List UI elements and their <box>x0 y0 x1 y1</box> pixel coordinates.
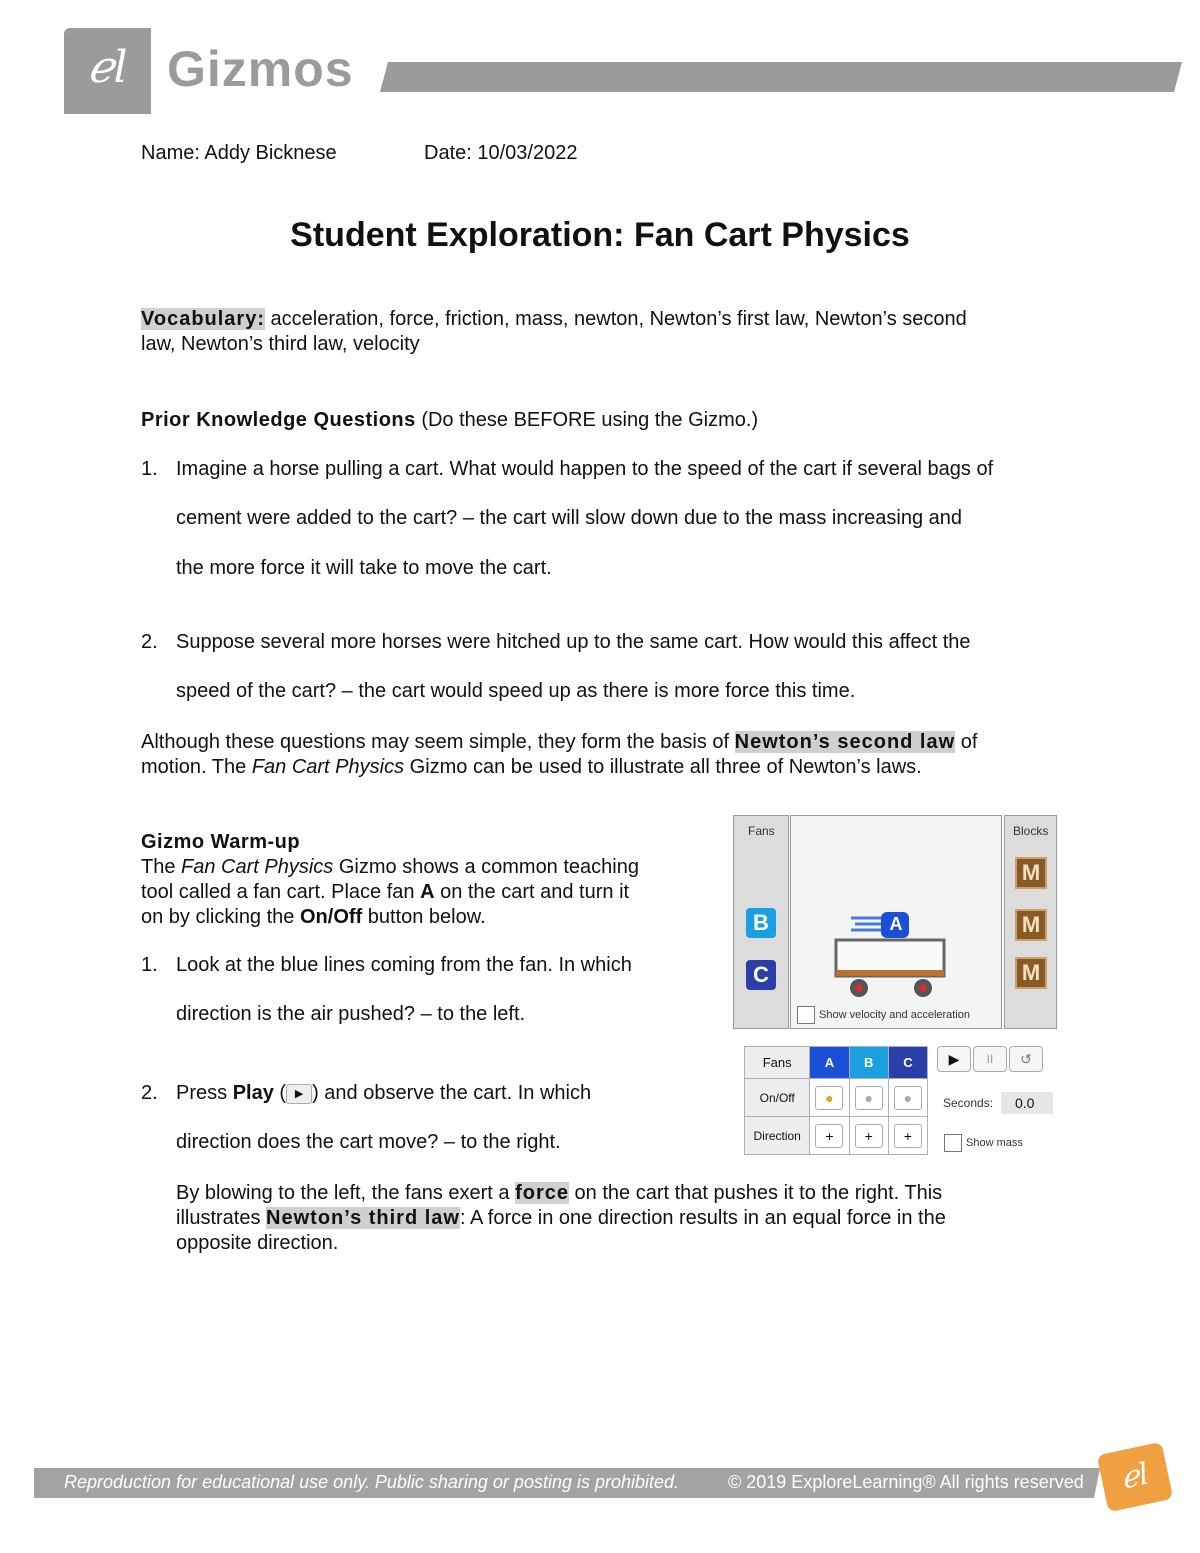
warmup-conclusion: By blowing to the left, the fans exert a force on the cart that pushes it to the right. This illustrates Newton’s third law: A force in one direction results in an equal force in the opposite direction. <box>176 1182 946 1254</box>
fan-b-direction[interactable]: + <box>849 1117 888 1155</box>
header-bar <box>380 62 1182 92</box>
term-force: force <box>515 1182 569 1204</box>
brand-title: Gizmos <box>167 41 354 97</box>
vocabulary-label: Vocabulary: <box>141 308 265 330</box>
prior-q1-line: Imagine a horse pulling a cart. What would happen to the speed of the cart if several bags of <box>176 458 994 480</box>
fan-controls-table <box>744 1046 928 1155</box>
warmup-intro: Gizmo Warm-up The Fan Cart Physics Gizmo shows a common teaching tool called a fan cart. Place fan A on the cart and turn it on by clicking the On/Off button below. <box>141 831 639 928</box>
show-velocity-checkbox[interactable] <box>797 1006 815 1024</box>
prior-heading: Prior Knowledge Questions (Do these BEFORE using the Gizmo.) <box>141 409 759 431</box>
fan-b-button[interactable]: B <box>746 908 776 938</box>
fans-panel: Fans B C <box>733 815 789 1029</box>
cart-fan-a-label: A <box>889 914 903 934</box>
fan-c-header: C <box>888 1047 927 1079</box>
fan-a-direction[interactable]: + <box>810 1117 849 1155</box>
prior-q1-line: cement were added to the cart? – the cart will slow down due to the mass increasing and <box>176 507 962 529</box>
footer-disclaimer: Reproduction for educational use only. Public sharing or posting is prohibited. <box>64 1472 680 1492</box>
fan-c-button[interactable]: C <box>746 960 776 990</box>
student-name: Name: Addy Bicknese <box>141 142 337 164</box>
show-mass-label: Show mass <box>966 1137 1023 1149</box>
mass-block[interactable]: M <box>1015 957 1047 989</box>
fan-a-header: A <box>810 1047 849 1079</box>
date: Date: 10/03/2022 <box>424 142 578 164</box>
term-newtons-second-law: Newton’s second law <box>734 731 956 753</box>
fan-c-direction[interactable]: + <box>888 1117 927 1155</box>
prior-q1-number: 1. <box>141 458 158 480</box>
term-newtons-third-law: Newton’s third law <box>266 1207 460 1229</box>
prior-q1-line: the more force it will take to move the cart. <box>176 557 552 579</box>
summary-paragraph: Although these questions may seem simple, they form the basis of Newton’s second law of motion. The Fan Cart Physics Gizmo can be used to illustrate all three of Newton’s laws. <box>141 731 978 778</box>
warmup-heading: Gizmo Warm-up <box>141 831 301 853</box>
fan-b-header: B <box>849 1047 888 1079</box>
onoff-label: On/Off <box>745 1079 810 1117</box>
prior-q2-line: speed of the cart? – the cart would speed up as there is more force this time. <box>176 680 856 702</box>
show-mass-checkbox[interactable] <box>944 1134 962 1152</box>
prior-q2-line: Suppose several more horses were hitched up to the same cart. How would this affect the <box>176 631 971 653</box>
play-icon: ▶ <box>286 1084 312 1104</box>
vocabulary: Vocabulary: acceleration, force, friction, mass, newton, Newton’s first law, Newton’s second law, Newton’s third law, velocity <box>141 308 967 355</box>
track-area <box>790 815 1002 1029</box>
mass-block[interactable]: M <box>1015 857 1047 889</box>
play-button[interactable]: ▶ <box>937 1046 971 1072</box>
cart-icon <box>791 816 1001 1006</box>
pause-button[interactable]: II <box>973 1046 1007 1072</box>
warmup-q1-line: direction is the air pushed? – to the left. <box>176 1003 526 1025</box>
warmup-q1-number: 1. <box>141 954 158 976</box>
warmup-q2-line: direction does the cart move? – to the right. <box>176 1131 561 1153</box>
blocks-panel: Blocks M M M <box>1004 815 1057 1029</box>
gizmo-simulation <box>733 815 1057 1029</box>
fan-c-toggle[interactable]: ● <box>888 1079 927 1117</box>
show-velocity-label: Show velocity and acceleration <box>819 1009 971 1021</box>
explorelearning-logo-icon: ℯl <box>1097 1442 1174 1512</box>
seconds-readout: 0.0 <box>1001 1092 1053 1114</box>
warmup-q1-line: Look at the blue lines coming from the fan. In which <box>176 954 632 976</box>
fan-b-toggle[interactable]: ● <box>849 1079 888 1117</box>
page-title: Student Exploration: Fan Cart Physics <box>290 216 910 254</box>
prior-q2-number: 2. <box>141 631 158 653</box>
warmup-q2-number: 2. <box>141 1082 158 1104</box>
seconds-label: Seconds: <box>943 1096 994 1110</box>
footer-copyright: © 2019 ExploreLearning® All rights reserved <box>728 1472 1084 1492</box>
fan-a-toggle[interactable]: ● <box>810 1079 849 1117</box>
warmup-q2-line: Press Play ( ▶ ) and observe the cart. In which <box>176 1082 592 1104</box>
reset-button[interactable]: ↺ <box>1009 1046 1043 1072</box>
fans-header: Fans <box>745 1047 810 1079</box>
gizmos-logo-icon: ℯl <box>64 28 151 114</box>
direction-label: Direction <box>745 1117 810 1155</box>
mass-block[interactable]: M <box>1015 909 1047 941</box>
